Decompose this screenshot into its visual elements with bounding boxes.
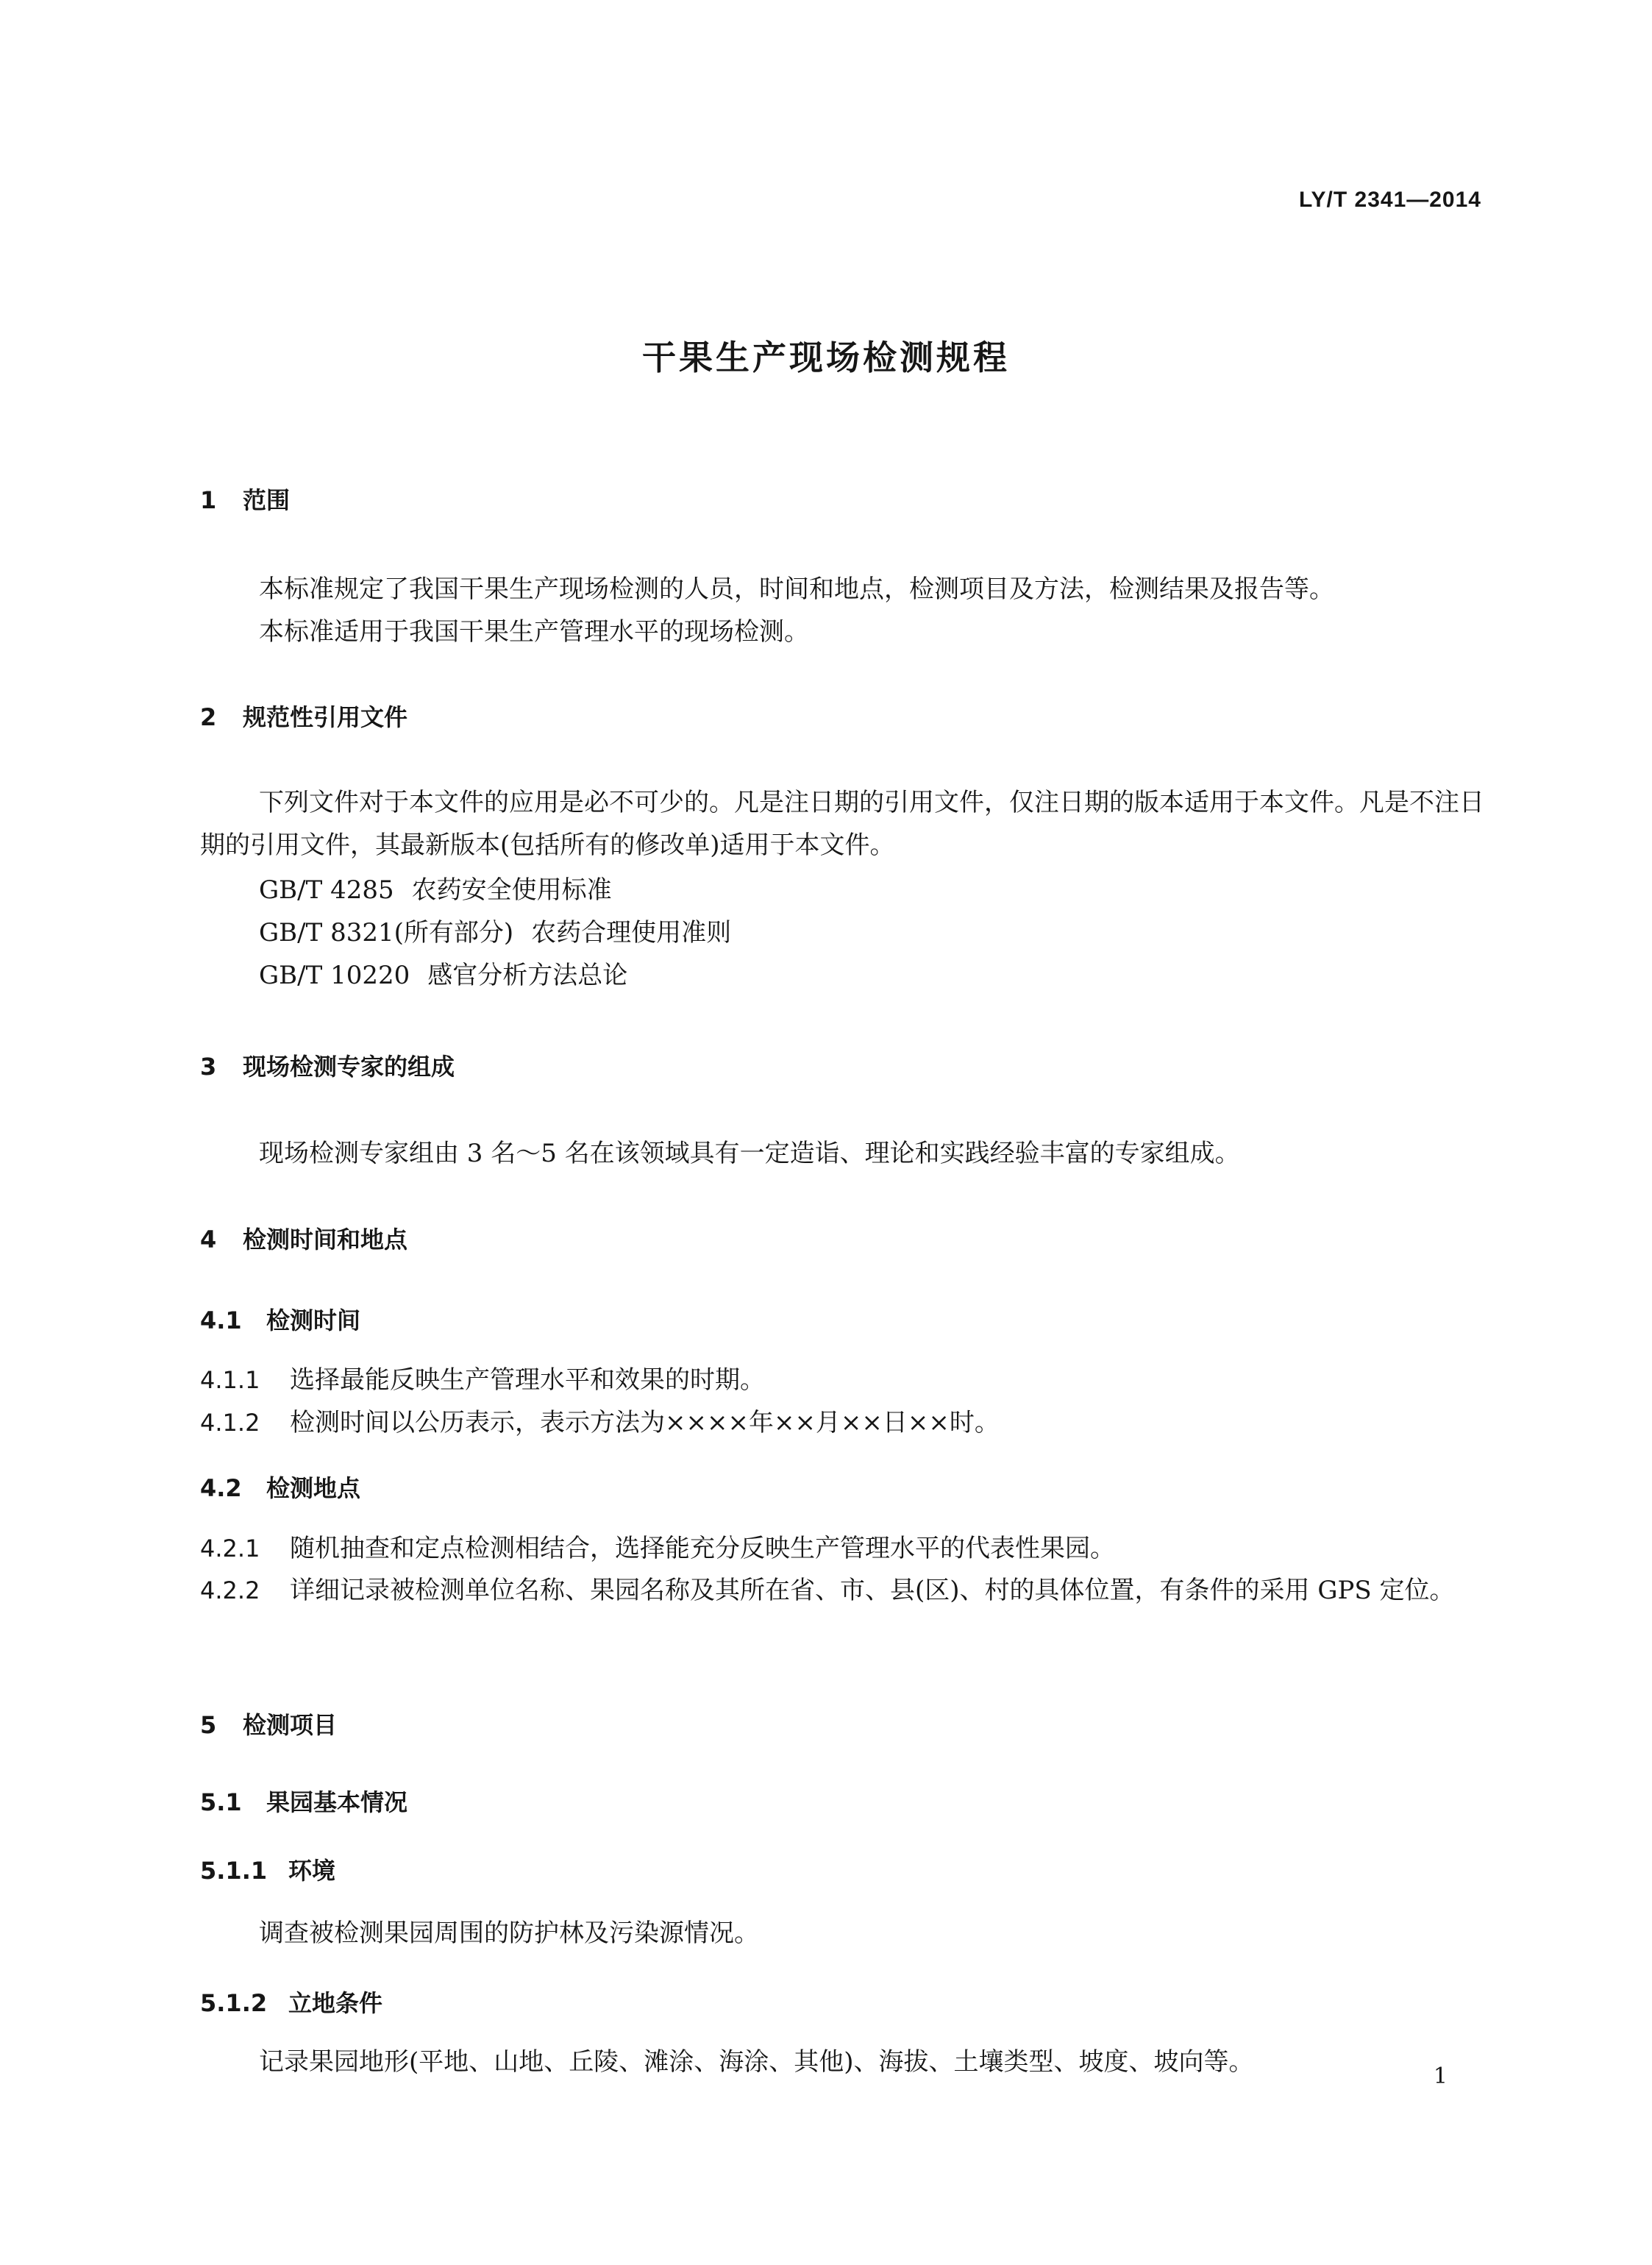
section-title: 现场检测专家的组成	[243, 1053, 455, 1081]
page-number: 1	[1433, 2063, 1448, 2089]
subsection-5-1-1-heading	[200, 1852, 335, 1886]
section-number: 1	[200, 486, 217, 514]
section-number: 5.1.2	[200, 1989, 268, 2017]
reference-code: GB/T 10220	[259, 961, 410, 990]
section-number: 5.1.1	[200, 1857, 268, 1885]
section-number: 5	[200, 1711, 217, 1739]
section-number: 4.1	[200, 1306, 242, 1334]
section-title: 环境	[288, 1857, 336, 1885]
clause-number: 4.1.1	[200, 1366, 260, 1394]
clause-text: 详细记录被检测单位名称、果园名称及其所在省、市、县(区)、村的具体位置，有条件的采用 GPS 定位。	[290, 1576, 1455, 1605]
section-number: 5.1	[200, 1788, 242, 1816]
section-number: 4	[200, 1226, 217, 1254]
section-1-heading	[200, 482, 290, 516]
clause-4-1-2	[200, 1402, 1000, 1438]
clause-text: 随机抽查和定点检测相结合，选择能充分反映生产管理水平的代表性果园。	[290, 1534, 1115, 1563]
section-2-heading	[200, 699, 407, 733]
reference-item	[259, 955, 627, 991]
section-2-paragraph-1: 下列文件对于本文件的应用是必不可少的。凡是注日期的引用文件，仅注日期的版本适用于本文件。凡是不注日期的引用文件，其最新版本(包括所有的修改单)适用于本文件。	[200, 788, 1484, 860]
subsection-4-2-heading	[200, 1470, 360, 1504]
section-title: 果园基本情况	[266, 1788, 408, 1816]
reference-item	[259, 912, 731, 948]
section-3-paragraph-1: 现场检测专家组由 3 名～5 名在该领域具有一定造诣、理论和实践经验丰富的专家组成。	[259, 1139, 1240, 1168]
section-title: 检测地点	[266, 1474, 361, 1502]
subsection-5-1-1-paragraph: 调查被检测果园周围的防护林及污染源情况。	[259, 1919, 759, 1948]
section-3-heading	[200, 1048, 455, 1082]
reference-code: GB/T 4285	[259, 875, 394, 905]
document-title: 干果生产现场检测规程	[642, 338, 1010, 377]
section-title: 范围	[243, 486, 291, 514]
standard-code: LY/T 2341—2014	[1298, 188, 1481, 212]
section-number: 3	[200, 1053, 217, 1081]
reference-code: GB/T 8321(所有部分)	[259, 918, 514, 947]
clause-4-2-2	[200, 1569, 1491, 1612]
clause-text: 检测时间以公历表示，表示方法为××××年××月××日××时。	[290, 1408, 1000, 1437]
section-title: 检测时间和地点	[243, 1226, 408, 1254]
section-number: 2	[200, 703, 217, 731]
reference-title: 农药合理使用准则	[531, 918, 732, 947]
subsection-5-1-2-heading	[200, 1985, 382, 2019]
section-number: 4.2	[200, 1474, 242, 1502]
section-4-heading	[200, 1221, 407, 1255]
subsection-5-1-2-paragraph: 记录果园地形(平地、山地、丘陵、滩涂、海涂、其他)、海拔、土壤类型、坡度、坡向等。	[259, 2047, 1254, 2077]
clause-number: 4.2.2	[200, 1576, 260, 1604]
reference-title: 感官分析方法总论	[427, 961, 628, 990]
section-1-paragraph-2: 本标准适用于我国干果生产管理水平的现场检测。	[259, 617, 809, 647]
subsection-4-1-heading	[200, 1302, 360, 1336]
clause-4-1-1	[200, 1359, 765, 1395]
clause-4-2-1	[200, 1528, 1115, 1564]
clause-number: 4.1.2	[200, 1409, 260, 1437]
reference-title: 农药安全使用标准	[411, 875, 612, 905]
section-1-paragraph-1: 本标准规定了我国干果生产现场检测的人员，时间和地点，检测项目及方法，检测结果及报告等。	[259, 575, 1334, 604]
section-title: 检测时间	[266, 1306, 361, 1334]
section-title: 立地条件	[288, 1989, 383, 2017]
section-title: 规范性引用文件	[243, 703, 408, 731]
section-5-heading	[200, 1707, 337, 1740]
section-title: 检测项目	[243, 1711, 338, 1739]
clause-text: 选择最能反映生产管理水平和效果的时期。	[290, 1365, 765, 1395]
reference-item	[259, 870, 612, 906]
clause-number: 4.2.1	[200, 1535, 260, 1562]
subsection-5-1-heading	[200, 1784, 407, 1818]
